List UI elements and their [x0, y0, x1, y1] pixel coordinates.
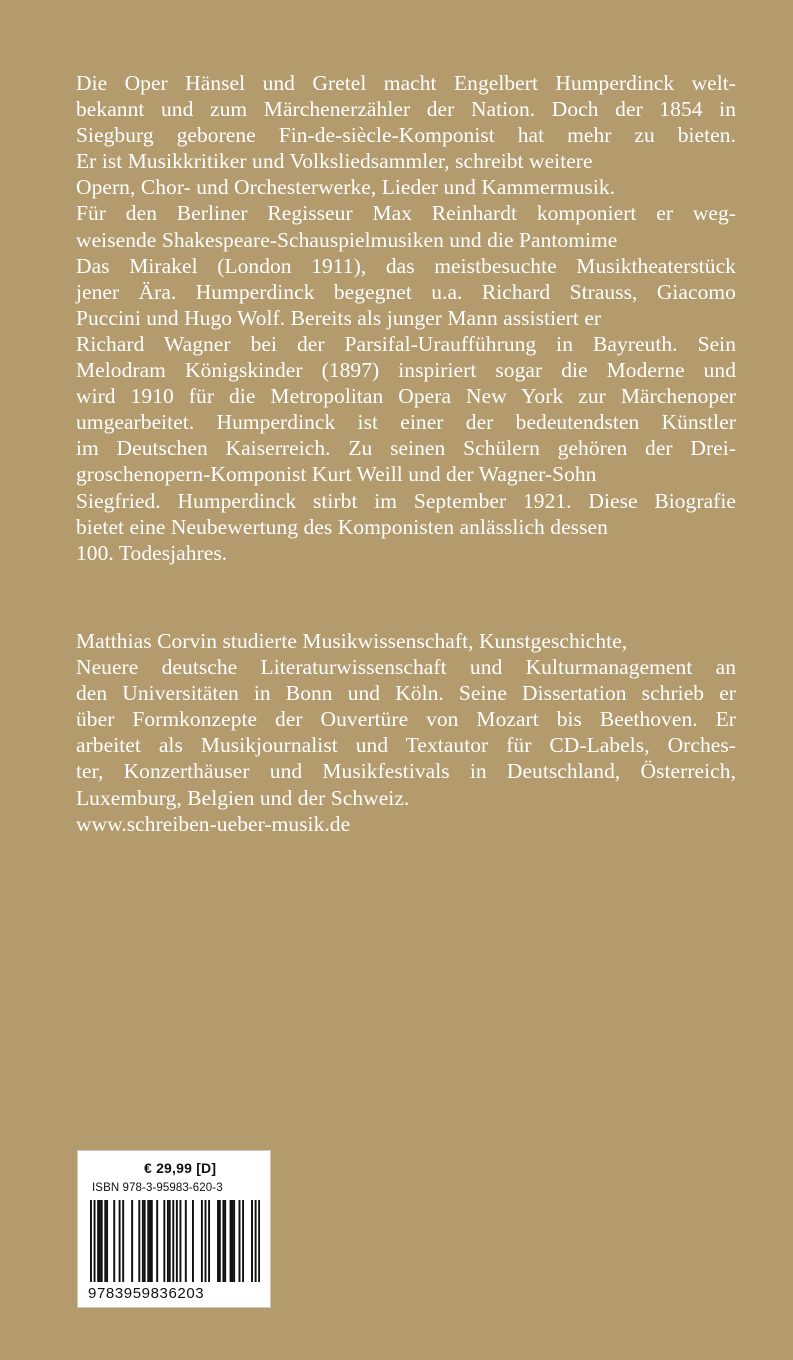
blurb-line: weisende Shakespeare-Schauspielmusiken und die Pantomime: [76, 227, 618, 252]
barcode-bar: [156, 1200, 158, 1282]
blurb-line: Siegburg geborene Fin-de-siècle-Komponist hat mehr zu bieten.: [76, 123, 736, 148]
barcode-bar: [242, 1200, 244, 1282]
barcode-bar: [94, 1200, 96, 1282]
barcode-bar: [90, 1200, 92, 1282]
blurb-line: umgearbeitet. Humperdinck ist einer der bedeutendsten Künstler: [76, 410, 736, 435]
barcode-bar: [169, 1200, 171, 1282]
barcode-bar: [258, 1200, 260, 1282]
barcode-bar: [122, 1200, 124, 1282]
barcode-bar: [185, 1200, 187, 1282]
isbn-digits: 9783959836203: [88, 1285, 205, 1302]
barcode-bar: [142, 1200, 144, 1282]
author-website: www.schreiben-ueber-musik.de: [76, 811, 351, 836]
author-line: Neuere deutsche Literaturwissenschaft und Kulturmanagement an: [76, 655, 736, 680]
barcode-bar: [163, 1200, 165, 1282]
blurb-line: wird 1910 für die Metropolitan Opera New York zur Märchenoper: [76, 384, 736, 409]
blurb-line: Für den Berliner Regisseur Max Reinhardt komponiert er weg-: [76, 201, 736, 226]
blurb-line: Die Oper Hänsel und Gretel macht Engelbert Humperdinck welt-: [76, 71, 736, 95]
blurb-line: 100. Todesjahres.: [76, 540, 228, 565]
barcode-bar: [192, 1200, 194, 1282]
barcode-bar: [219, 1200, 221, 1282]
barcode-bar: [144, 1200, 146, 1282]
barcode-bar: [224, 1200, 226, 1282]
barcode-bar: [255, 1200, 257, 1282]
author-bio: [76, 628, 736, 837]
author-line: arbeitet als Musikjournalist und Textautor für CD-Labels, Orches-: [76, 733, 736, 758]
barcode-bars: [90, 1200, 260, 1282]
blurb-line: Er ist Musikkritiker und Volksliedsammler, schreibt weitere: [76, 149, 593, 174]
barcode-bar: [138, 1200, 140, 1282]
barcode-bar: [239, 1200, 241, 1282]
blurb-line: Richard Wagner bei der Parsifal-Uraufführung in Bayreuth. Sein: [76, 331, 736, 356]
book-blurb: [76, 70, 736, 566]
blurb-line: Opern, Chor- und Orchesterwerke, Lieder und Kammermusik.: [76, 175, 616, 200]
barcode-bar: [172, 1200, 174, 1282]
author-line: Matthias Corvin studierte Musikwissenschaft, Kunstgeschichte,: [76, 629, 628, 653]
blurb-line: bekannt und zum Märchenerzähler der Nation. Doch der 1854 in: [76, 97, 736, 122]
barcode-bar: [176, 1200, 178, 1282]
blurb-line: groschenopern-Komponist Kurt Weill und der Wagner-Sohn: [76, 462, 597, 487]
barcode-bar: [101, 1200, 103, 1282]
price-label: € 29,99 [D]: [144, 1160, 217, 1176]
blurb-line: im Deutschen Kaiserreich. Zu seinen Schülern gehören der Drei-: [76, 436, 736, 461]
blurb-line: bietet eine Neubewertung des Komponisten anlässlich dessen: [76, 514, 608, 539]
barcode-bar: [113, 1200, 115, 1282]
barcode-bar: [99, 1200, 101, 1282]
barcode-bar: [222, 1200, 224, 1282]
barcode-bar: [251, 1200, 253, 1282]
author-line: den Universitäten in Bonn und Köln. Seine Dissertation schrieb er: [76, 681, 736, 706]
barcode-bar: [149, 1200, 151, 1282]
barcode-bar: [106, 1200, 108, 1282]
isbn-label: ISBN 978-3-95983-620-3: [92, 1182, 223, 1194]
barcode-bar: [97, 1200, 99, 1282]
author-line: Luxemburg, Belgien und der Schweiz.: [76, 785, 410, 810]
barcode-bar: [231, 1200, 233, 1282]
barcode-bar: [147, 1200, 149, 1282]
barcode-bar: [233, 1200, 235, 1282]
barcode-bar: [208, 1200, 210, 1282]
barcode-bar: [205, 1200, 207, 1282]
barcode-bar: [230, 1200, 232, 1282]
author-line: ter, Konzerthäuser und Musikfestivals in Deutschland, Österreich,: [76, 759, 736, 784]
blurb-line: Das Mirakel (London 1911), das meistbesuchte Musiktheaterstück: [76, 253, 736, 278]
blurb-line: jener Ära. Humperdinck begegnet u.a. Richard Strauss, Giacomo: [76, 279, 736, 304]
barcode-bar: [167, 1200, 169, 1282]
author-line: über Formkonzepte der Ouvertüre von Mozart bis Beethoven. Er: [76, 707, 736, 732]
barcode-bar: [201, 1200, 203, 1282]
barcode-bar: [217, 1200, 219, 1282]
blurb-line: Siegfried. Humperdinck stirbt im September 1921. Diese Biografie: [76, 488, 736, 513]
isbn-barcode-label: [77, 1150, 271, 1308]
barcode-bar: [179, 1200, 181, 1282]
blurb-line: Melodram Königskinder (1897) inspiriert sogar die Moderne und: [76, 358, 736, 383]
barcode-bar: [131, 1200, 133, 1282]
blurb-line: Puccini und Hugo Wolf. Bereits als junger Mann assistiert er: [76, 305, 602, 330]
barcode-bar: [104, 1200, 106, 1282]
barcode-bar: [119, 1200, 121, 1282]
barcode-bar: [151, 1200, 153, 1282]
